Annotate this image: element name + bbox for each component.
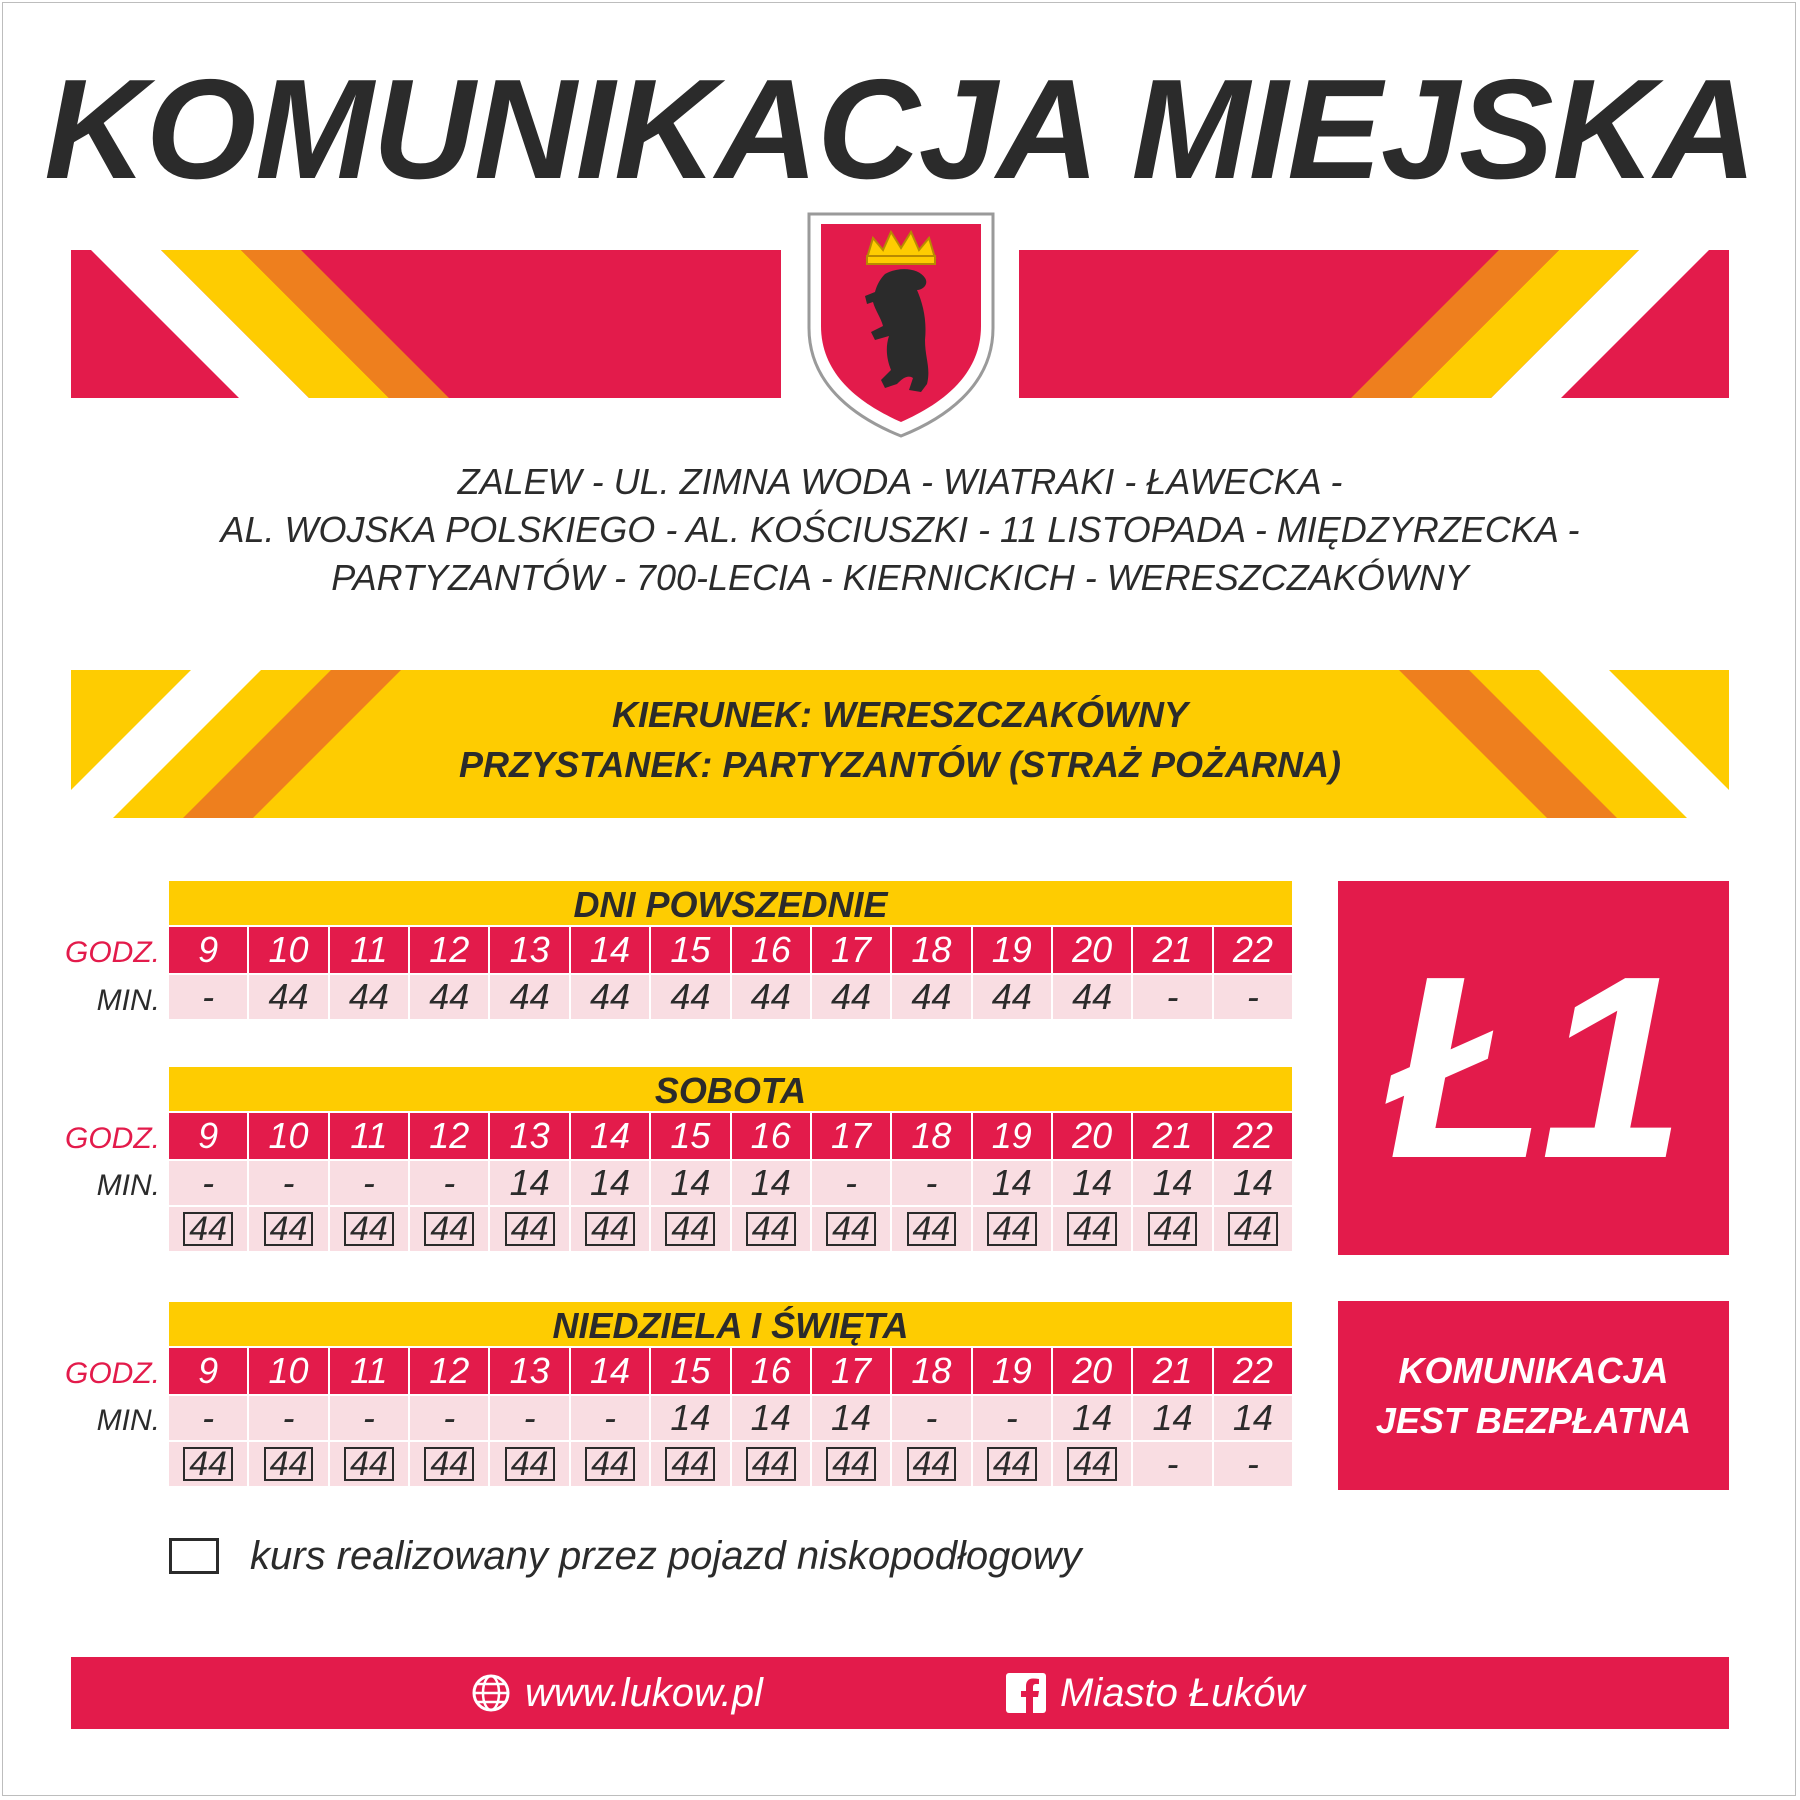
minute-row	[169, 1440, 1292, 1486]
minute-cell: -	[1214, 975, 1292, 1019]
low-floor-minute: 44	[344, 1447, 394, 1481]
minute-cell	[1133, 1207, 1211, 1251]
minute-cell: -	[169, 1161, 247, 1205]
minute-cell: -	[330, 1396, 408, 1440]
minute-cell: 14	[571, 1161, 649, 1205]
hour-row	[169, 927, 1292, 973]
hour-cell: 12	[410, 1348, 488, 1394]
hour-cell: 9	[169, 927, 247, 973]
minute-cell: -	[1133, 975, 1211, 1019]
hour-cell: 18	[892, 927, 970, 973]
minute-cell	[330, 1442, 408, 1486]
facebook-icon	[1006, 1673, 1046, 1713]
hour-cell: 15	[651, 927, 729, 973]
hour-cell: 17	[812, 1113, 890, 1159]
minute-cell	[651, 1207, 729, 1251]
hour-cell: 10	[249, 1113, 327, 1159]
low-floor-minute: 44	[665, 1212, 715, 1246]
minute-cell: 44	[732, 975, 810, 1019]
low-floor-minute: 44	[987, 1212, 1037, 1246]
hour-cell: 14	[571, 1348, 649, 1394]
minute-cell: 14	[732, 1396, 810, 1440]
route-line: PARTYZANTÓW - 700-LECIA - KIERNICKICH - WERESZCZAKÓWNY	[331, 557, 1469, 598]
hour-cell: 19	[973, 1113, 1051, 1159]
direction-label: KIERUNEK: WERESZCZAKÓWNY	[612, 694, 1188, 735]
minute-cell: 14	[1214, 1396, 1292, 1440]
timetable-weekdays	[169, 881, 1292, 1019]
minute-row-label: MIN.	[96, 1169, 160, 1202]
hour-row-label: GODZ.	[65, 1357, 160, 1390]
low-floor-minute: 44	[746, 1212, 796, 1246]
hour-cell: 9	[169, 1348, 247, 1394]
minute-cell	[812, 1442, 890, 1486]
minute-cell	[571, 1207, 649, 1251]
low-floor-legend-box	[169, 1538, 219, 1574]
minute-cell: -	[410, 1396, 488, 1440]
minute-row	[169, 1394, 1292, 1440]
minute-cell: -	[330, 1161, 408, 1205]
page-title: KOMUNIKACJA MIEJSKA	[44, 50, 1756, 209]
low-floor-minute: 44	[907, 1212, 957, 1246]
hour-cell: 22	[1214, 927, 1292, 973]
hour-cell: 20	[1053, 1348, 1131, 1394]
minute-cell: 44	[1053, 975, 1131, 1019]
low-floor-minute: 44	[987, 1447, 1037, 1481]
minute-cell: 14	[490, 1161, 568, 1205]
minute-cell: 14	[1053, 1396, 1131, 1440]
footer-bar	[71, 1657, 1729, 1729]
hour-cell: 21	[1133, 1348, 1211, 1394]
minute-row	[169, 973, 1292, 1019]
minute-cell	[892, 1207, 970, 1251]
low-floor-minute: 44	[344, 1212, 394, 1246]
minute-cell: 44	[571, 975, 649, 1019]
website-text: www.lukow.pl	[525, 1670, 763, 1715]
minute-cell: 14	[1133, 1161, 1211, 1205]
coat-of-arms-icon	[801, 208, 1001, 440]
minute-cell: -	[892, 1396, 970, 1440]
low-floor-minute: 44	[424, 1447, 474, 1481]
low-floor-minute: 44	[505, 1447, 555, 1481]
minute-cell: 14	[812, 1396, 890, 1440]
minute-cell	[571, 1442, 649, 1486]
hour-cell: 13	[490, 1348, 568, 1394]
route-description	[0, 458, 1800, 602]
hour-cell: 19	[973, 1348, 1051, 1394]
minute-cell: -	[892, 1161, 970, 1205]
hour-cell: 20	[1053, 927, 1131, 973]
minute-row	[169, 1159, 1292, 1205]
minute-cell	[490, 1207, 568, 1251]
minute-cell: 44	[490, 975, 568, 1019]
route-line: AL. WOJSKA POLSKIEGO - AL. KOŚCIUSZKI - 11 LISTOPADA - MIĘDZYRZECKA -	[220, 509, 1580, 550]
minute-cell: -	[169, 975, 247, 1019]
minute-cell	[732, 1442, 810, 1486]
minute-cell: 14	[732, 1161, 810, 1205]
low-floor-minute: 44	[746, 1447, 796, 1481]
table-heading: DNI POWSZEDNIE	[169, 881, 1292, 925]
low-floor-minute: 44	[1067, 1212, 1117, 1246]
minute-row-label: MIN.	[96, 984, 160, 1017]
minute-cell	[1053, 1442, 1131, 1486]
minute-cell: 14	[651, 1396, 729, 1440]
facebook-link[interactable]	[1006, 1657, 1305, 1729]
low-floor-minute: 44	[665, 1447, 715, 1481]
hour-cell: 15	[651, 1113, 729, 1159]
low-floor-minute: 44	[826, 1212, 876, 1246]
low-floor-minute: 44	[264, 1212, 314, 1246]
hour-cell: 11	[330, 927, 408, 973]
minute-cell: 14	[1214, 1161, 1292, 1205]
line-number-badge: Ł1	[1338, 881, 1729, 1255]
minute-cell: -	[410, 1161, 488, 1205]
low-floor-minute: 44	[585, 1212, 635, 1246]
minute-cell: 44	[892, 975, 970, 1019]
free-note-line: JEST BEZPŁATNA	[1375, 1399, 1692, 1441]
hour-row-label: GODZ.	[65, 936, 160, 969]
minute-cell	[973, 1442, 1051, 1486]
hour-cell: 19	[973, 927, 1051, 973]
timetable-saturday	[169, 1067, 1292, 1251]
hour-cell: 17	[812, 1348, 890, 1394]
minute-cell: 44	[812, 975, 890, 1019]
hour-cell: 21	[1133, 1113, 1211, 1159]
minute-cell: -	[571, 1396, 649, 1440]
minute-cell	[892, 1442, 970, 1486]
facebook-text: Miasto Łuków	[1060, 1670, 1305, 1715]
minute-cell: 14	[1053, 1161, 1131, 1205]
minute-cell: -	[1214, 1442, 1292, 1486]
hour-cell: 13	[490, 1113, 568, 1159]
minute-cell: 44	[973, 975, 1051, 1019]
hour-cell: 18	[892, 1348, 970, 1394]
low-floor-minute: 44	[1228, 1212, 1278, 1246]
hour-cell: 14	[571, 1113, 649, 1159]
low-floor-minute: 44	[183, 1212, 233, 1246]
hour-cell: 11	[330, 1113, 408, 1159]
hour-cell: 9	[169, 1113, 247, 1159]
minute-row-label: MIN.	[96, 1404, 160, 1437]
minute-cell: -	[812, 1161, 890, 1205]
minute-cell: -	[973, 1396, 1051, 1440]
minute-cell	[410, 1442, 488, 1486]
globe-icon	[471, 1673, 511, 1713]
table-heading: NIEDZIELA I ŚWIĘTA	[169, 1302, 1292, 1346]
hour-cell: 22	[1214, 1348, 1292, 1394]
low-floor-minute: 44	[264, 1447, 314, 1481]
hour-cell: 12	[410, 1113, 488, 1159]
low-floor-minute: 44	[505, 1212, 555, 1246]
hour-cell: 15	[651, 1348, 729, 1394]
hour-cell: 16	[732, 927, 810, 973]
legend-text: kurs realizowany przez pojazd niskopodłogowy	[250, 1534, 1082, 1578]
minute-cell: 44	[410, 975, 488, 1019]
route-line: ZALEW - UL. ZIMNA WODA - WIATRAKI - ŁAWECKA -	[457, 461, 1343, 502]
minute-cell: 14	[1133, 1396, 1211, 1440]
minute-cell: -	[249, 1161, 327, 1205]
low-floor-minute: 44	[1148, 1212, 1198, 1246]
hour-row	[169, 1113, 1292, 1159]
minute-row	[169, 1205, 1292, 1251]
minute-cell	[410, 1207, 488, 1251]
hour-cell: 11	[330, 1348, 408, 1394]
timetable-sunday	[169, 1302, 1292, 1486]
minute-cell: -	[169, 1396, 247, 1440]
hour-cell: 22	[1214, 1113, 1292, 1159]
hour-cell: 10	[249, 1348, 327, 1394]
minute-cell: -	[1133, 1442, 1211, 1486]
minute-cell	[490, 1442, 568, 1486]
website-link[interactable]	[471, 1657, 763, 1729]
minute-cell: 44	[249, 975, 327, 1019]
direction-info	[0, 690, 1800, 790]
minute-cell	[812, 1207, 890, 1251]
hour-cell: 20	[1053, 1113, 1131, 1159]
minute-cell: -	[490, 1396, 568, 1440]
stop-label: PRZYSTANEK: PARTYZANTÓW (STRAŻ POŻARNA)	[459, 744, 1341, 785]
low-floor-minute: 44	[183, 1447, 233, 1481]
table-heading: SOBOTA	[169, 1067, 1292, 1111]
low-floor-minute: 44	[1067, 1447, 1117, 1481]
hour-cell: 16	[732, 1113, 810, 1159]
low-floor-minute: 44	[907, 1447, 957, 1481]
minute-cell	[169, 1207, 247, 1251]
minute-cell: 44	[651, 975, 729, 1019]
hour-cell: 16	[732, 1348, 810, 1394]
hour-cell: 14	[571, 927, 649, 973]
minute-cell	[249, 1442, 327, 1486]
minute-cell	[651, 1442, 729, 1486]
free-note-line: KOMUNIKACJA	[1398, 1349, 1669, 1391]
low-floor-minute: 44	[424, 1212, 474, 1246]
hour-cell: 13	[490, 927, 568, 973]
minute-cell	[973, 1207, 1051, 1251]
minute-cell	[169, 1442, 247, 1486]
minute-cell	[330, 1207, 408, 1251]
minute-cell: 44	[330, 975, 408, 1019]
minute-cell	[249, 1207, 327, 1251]
low-floor-minute: 44	[826, 1447, 876, 1481]
minute-cell: -	[249, 1396, 327, 1440]
hour-row-label: GODZ.	[65, 1122, 160, 1155]
minute-cell	[732, 1207, 810, 1251]
minute-cell: 14	[973, 1161, 1051, 1205]
hour-cell: 17	[812, 927, 890, 973]
hour-cell: 18	[892, 1113, 970, 1159]
minute-cell	[1053, 1207, 1131, 1251]
hour-cell: 10	[249, 927, 327, 973]
low-floor-minute: 44	[585, 1447, 635, 1481]
minute-cell	[1214, 1207, 1292, 1251]
hour-row	[169, 1348, 1292, 1394]
hour-cell: 21	[1133, 927, 1211, 973]
free-transport-note	[1338, 1301, 1729, 1490]
minute-cell: 14	[651, 1161, 729, 1205]
hour-cell: 12	[410, 927, 488, 973]
